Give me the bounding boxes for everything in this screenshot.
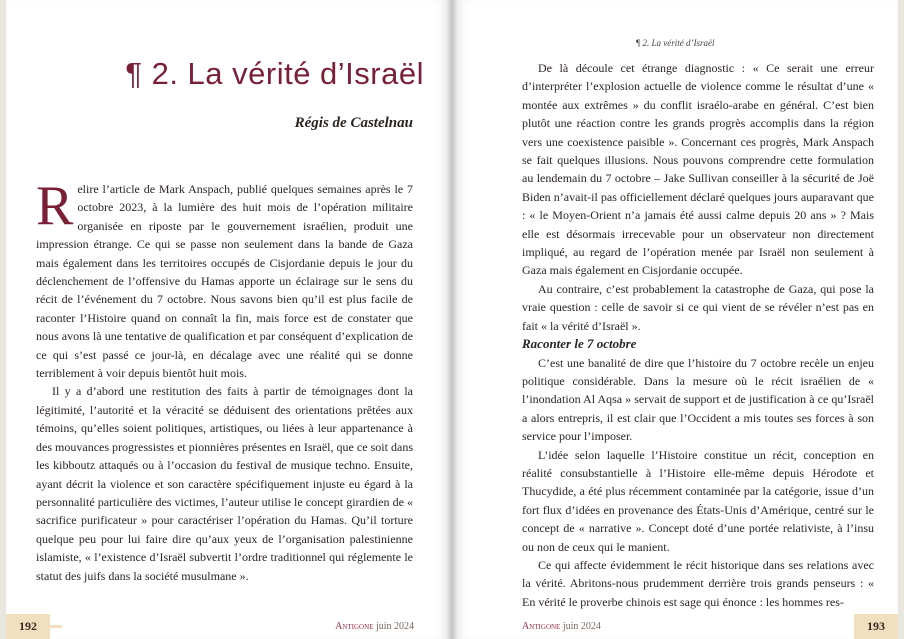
- journal-imprint: [335, 614, 414, 639]
- running-head: ¶ 2. La vérité d’Israël: [635, 38, 715, 48]
- body-paragraph: Ce qui affecte évidemment le récit historique dans ses relations avec la vérité. Abritons-nous prudemment derrière trois grands penseurs : « En vérité le proverbe chinois est sage qui énonce : les hommes res-: [522, 557, 874, 609]
- journal-date: juin 2024: [562, 621, 601, 632]
- page-number: 193: [854, 614, 898, 639]
- journal-imprint: [522, 614, 601, 639]
- right-footer: [452, 614, 898, 639]
- body-paragraph: De là découle cet étrange diagnostic : « Ce serait une erreur d’interpréter l’explosion actuelle de violence comme le résultat d’une « montée aux extrêmes » du conflit israélo-arabe en général. C’est bien plutôt une réaction contre les grands progrès accomplis dans la région vers une coexistence paisible ». Concernant ces progrès, Mark Anspach se fait quelques illusions. Nous pouvons comprendre cette formulation au lendemain du 7 octobre – Jake Sullivan conseiller à la sécurité de Joë Biden n’avait-il pas officiellement déclaré quelques jours auparavant que : « le Moyen-Orient n’a jamais été aussi calme depuis 20 ans » ? Mais elle est désormais irrecevable pour un observateur non directement impliqué, au regard de l’opération menée par Israël non seulement à Gaza mais également en Cisjordanie occupée.: [522, 61, 874, 278]
- page-number: 192: [6, 614, 50, 639]
- right-page: [452, 0, 898, 639]
- left-footer: [6, 614, 452, 639]
- left-page: [6, 0, 452, 639]
- drop-cap: R: [36, 175, 74, 237]
- body-paragraph: Il y a d’abord une restitution des faits à partir de témoignages dont la légitimité, l’autorité et la véracité se déduisent des orientations prêtées aux témoins, qu’elles soient politiques, artistiques, ou liées à leur appartenance à des mouvances progressistes et pionnières présentes en Israël, que ce soit dans les kibboutz attaqués ou à l’occasion du festival de musique techno. Ensuite, ayant décrit la violence et son caractère spécifiquement injuste eu égard à la personnalité particulière des victimes, l’auteur utilise le concept girardien de « sacrifice purificateur » pour caractériser l’opération du Hamas. Qu’il torture quelque peu pour lui faire dire qu’aux yeux de l’organisation palestinienne islamiste, « l’existence d’Israël subvertit l’ordre traditionnel qui réglemente le statut des juifs dans la société musulmane ».: [36, 384, 413, 583]
- journal-name: Antigone: [522, 621, 561, 632]
- body-paragraph: L’idée selon laquelle l’Histoire constitue un récit, conception en réalité consubstantielle à l’Histoire elle-même depuis Hérodote et Thucydide, a été plus récemment contaminée par la catégorie, issue d’un fort flux d’idées en provenance des États-Unis d’Amérique, centré sur le concept de « narrative ». Concept doté d’une portée relativiste, à l’insu ou non de ceux qui le manient.: [522, 447, 874, 554]
- journal-name: Antigone: [335, 621, 374, 632]
- book-gutter: [446, 0, 458, 639]
- left-body-text: [36, 175, 413, 585]
- body-paragraph: C’est une banalité de dire que l’histoire du 7 octobre recèle un enjeu politique considérable. Dans la mesure où le récit israélien de « l’inondation Al Aqsa » servait de support et de justification à ce qu’Israël a alors entrepris, il est clair que l’Occident a mis toutes ses forces à son service pour l’imposer.: [522, 355, 874, 444]
- body-paragraph: Au contraire, c’est probablement la catastrophe de Gaza, qui pose la vraie question : celle de savoir si ce qui vient de se révéler n’est pas en fait « la vérité d’Israël ».: [522, 281, 874, 333]
- author-name: Régis de Castelnau: [294, 115, 413, 131]
- right-body-text: [522, 59, 874, 611]
- footer-rule: [50, 625, 62, 628]
- section-heading: Raconter le 7 octobre: [522, 336, 637, 352]
- chapter-title: ¶ 2. La vérité d’Israël: [125, 56, 424, 91]
- journal-date: juin 2024: [375, 621, 414, 632]
- opening-paragraph-text: elire l’article de Mark Anspach, publié quelques semaines après le 7 octobre 2023, à la lumière des huit mois de l’opération militaire organisée en riposte par le gouvernement israélien, produit une impression étrange. Ce qui se passe non seulement dans la bande de Gaza mais également dans les territoires occupés de Cisjordanie depuis le jour du déclenchement de l’offensive du Hamas apporte un éclairage sur le sens du récit de l’événement du 7 octobre. Nous savons bien qu’il est plus facile de raconter l’Histoire quand on connaît la fin, mais force est de constater que nous avons là une tentative de qualification et par conséquent d’explication de ce qui s’est passé ce jour-là, en décalage avec une réalité qui se donne terriblement à voir depuis bientôt huit mois.: [36, 182, 413, 381]
- opening-paragraph: [36, 175, 413, 382]
